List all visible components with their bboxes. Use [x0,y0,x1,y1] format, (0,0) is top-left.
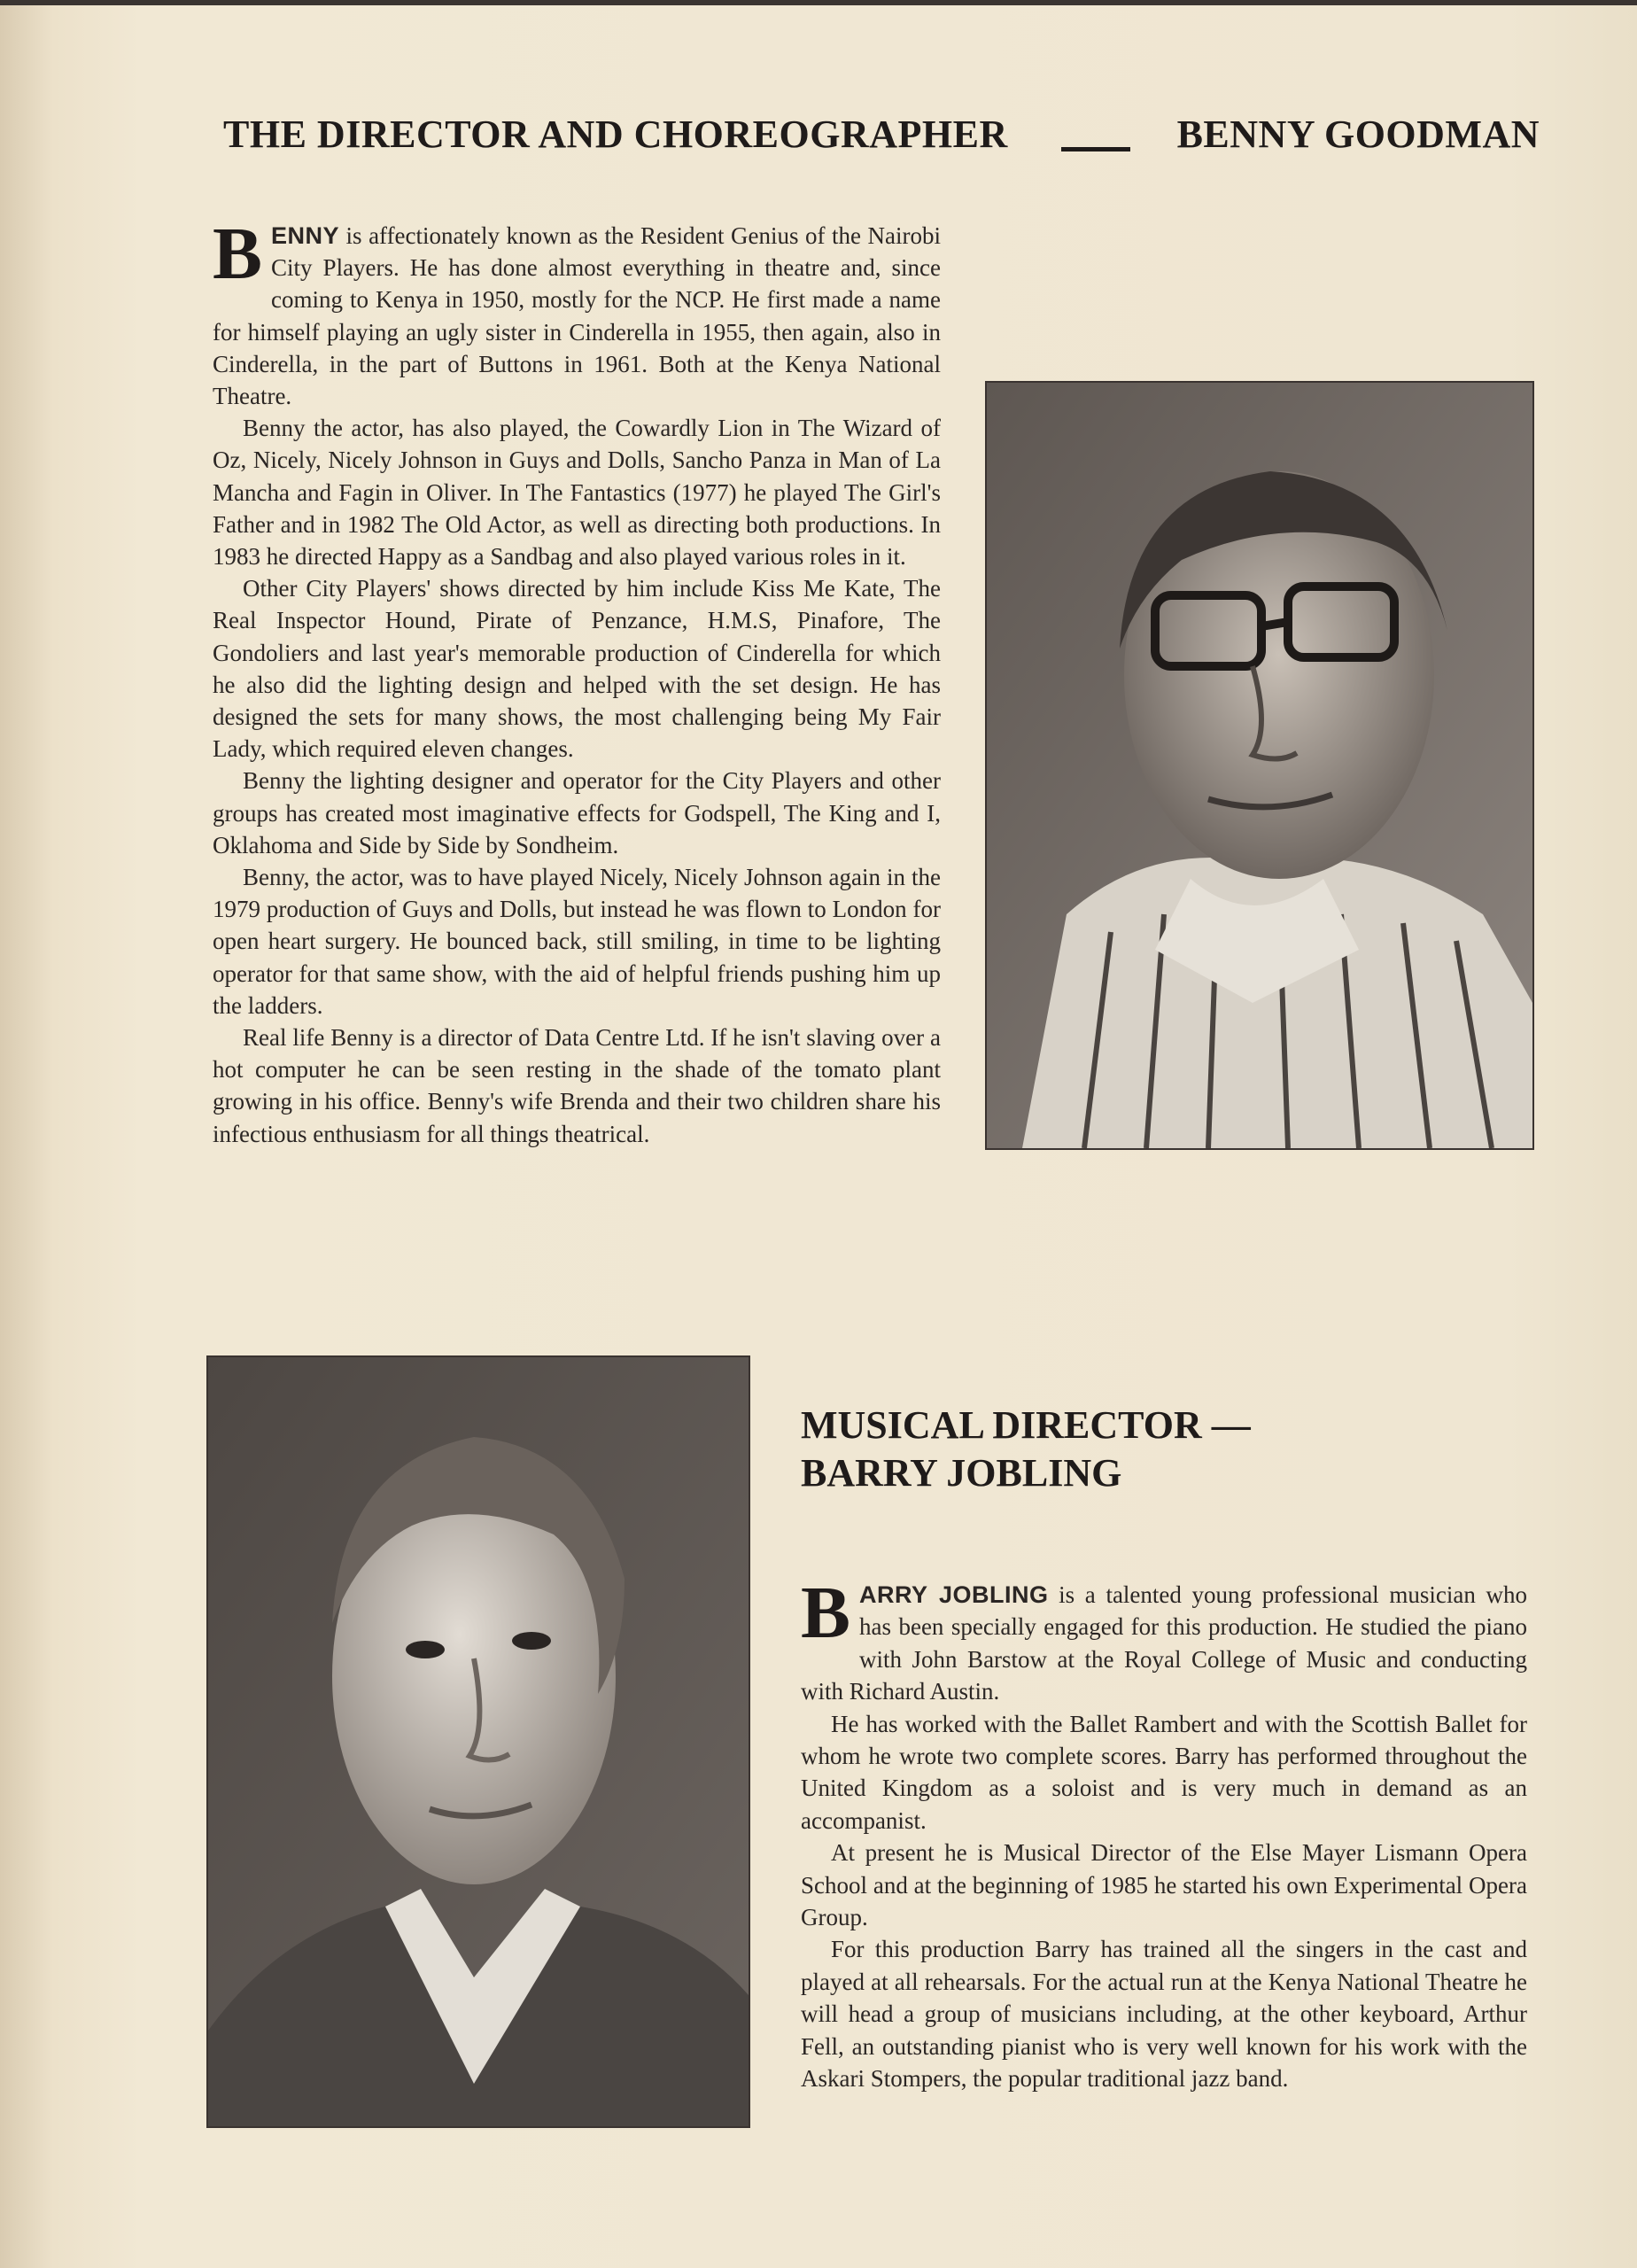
musical-director-heading [801,1402,1421,1497]
barry-paragraph-2: He has worked with the Ballet Rambert and with the Scottish Ballet for whom he wrote two complete scores. Barry has performed throughout the United Kingdom as a soloist and is very much in demand as an accompanist. [801,1710,1527,1834]
page-top-edge [0,0,1637,5]
barry-dropcap: B [801,1572,851,1654]
benny-biography [213,213,941,1150]
benny-paragraph-3: Other City Players' shows directed by him include Kiss Me Kate, The Real Inspector Hound, Pirate of Penzance, H.M.S, Pinafore, The Gondoliers and last year's memorable production of Cinderella for which he also did the lighting design and helped with the set design. He has designed the sets for many shows, the most challenging being My Fair Lady, which required eleven changes. [213,575,941,763]
barry-portrait-image [208,1357,749,2126]
benny-paragraph-5: Benny, the actor, was to have played Nicely, Nicely Johnson again in the 1979 production of Guys and Dolls, but instead he was flown to London for open heart surgery. He bounced back, still smiling, in time to be lighting operator for that same show, with the aid of helpful friends pushing him up the ladders. [213,864,941,1019]
musical-director-heading-name: BARRY JOBLING [801,1451,1122,1495]
benny-paragraph-4: Benny the lighting designer and operator for the City Players and other groups has created most imaginative effects for Godspell, The King and I, Oklahoma and Side by Side by Sondheim. [213,767,941,858]
benny-dropcap: B [213,213,263,295]
heading-dash [1061,147,1130,151]
benny-portrait-image [987,383,1532,1148]
director-heading [223,112,1540,165]
barry-paragraph-1-text: is a talented young professional musician who has been specially engaged for this production. He studied the piano with John Barstow at the Royal College of Music and conducting with Richard Austin. [801,1581,1527,1705]
benny-portrait-photo [985,381,1534,1150]
benny-paragraph-2: Benny the actor, has also played, the Cowardly Lion in The Wizard of Oz, Nicely, Nicely Johnson in Guys and Dolls, Sancho Panza in Man of La Mancha and Fagin in Oliver. In The Fantastics (1977) he played The Girl's Father and in 1982 The Old Actor, as well as directing both productions. In 1983 he directed Happy as a Sandbag and also played various roles in it. [213,415,941,571]
barry-portrait-photo [206,1355,750,2128]
benny-lead-word: ENNY [271,222,340,249]
musical-director-heading-title: MUSICAL DIRECTOR — [801,1403,1251,1447]
benny-paragraph-6: Real life Benny is a director of Data Centre Ltd. If he isn't slaving over a hot computer he can be seen resting in the shade of the tomato plant growing in his office. Benny's wife Brenda and their two children share his infectious enthusiasm for all things theatrical. [213,1024,941,1147]
barry-paragraph-4: For this production Barry has trained all the singers in the cast and played at all rehearsals. For the actual run at the Kenya National Theatre he will head a group of musicians including, at the other keyboard, Arthur Fell, an outstanding pianist who is very well known for his work with the Askari Stompers, the popular traditional jazz band. [801,1936,1527,2093]
director-heading-name: BENNY GOODMAN [1176,113,1540,156]
barry-biography [801,1572,1527,2095]
director-heading-title: THE DIRECTOR AND CHOREOGRAPHER [223,113,1008,156]
benny-paragraph-1 [213,213,941,412]
barry-paragraph-1 [801,1572,1527,1708]
barry-paragraph-3: At present he is Musical Director of the Else Mayer Lismann Opera School and at the beginning of 1985 he started his own Experimental Opera Group. [801,1839,1527,1931]
barry-lead-words: ARRY JOBLING [859,1581,1049,1608]
benny-paragraph-1-text: is affectionately known as the Resident Genius of the Nairobi City Players. He has done almost everything in theatre and, since coming to Kenya in 1950, mostly for the NCP. He first made a name for himself playing an ugly sister in Cinderella in 1955, then again, also in Cinderella, in the part of Buttons in 1961. Both at the Kenya National Theatre. [213,222,941,410]
